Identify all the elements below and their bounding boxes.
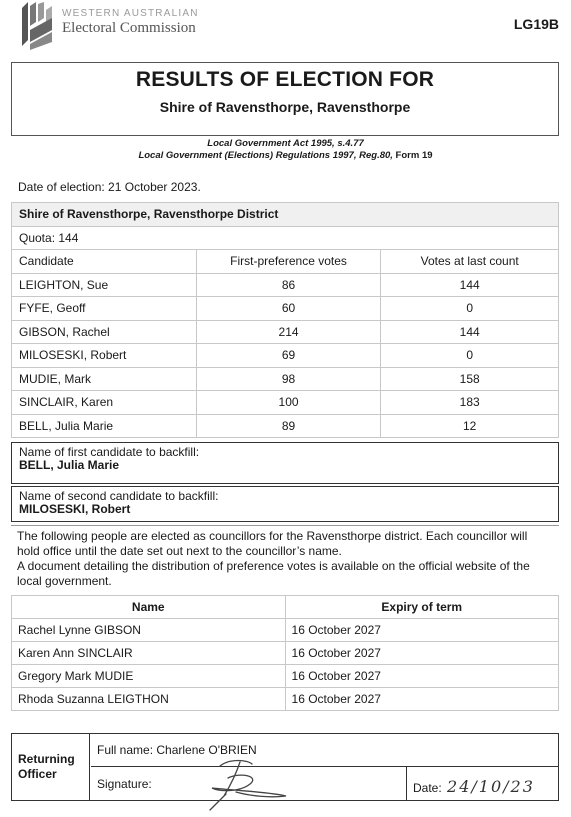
header-last-count: Votes at last count: [381, 250, 559, 274]
last-count-votes: 183: [381, 391, 559, 415]
header-expiry: Expiry of term: [285, 596, 558, 619]
first-preference-votes: 69: [196, 344, 381, 368]
councillor-name: Rhoda Suzanna LEIGTHON: [12, 688, 286, 711]
results-table: [11, 202, 559, 438]
election-date: Date of election: 21 October 2023.: [18, 180, 201, 194]
last-count-votes: 144: [381, 273, 559, 297]
term-expiry: 16 October 2027: [285, 688, 558, 711]
first-preference-votes: 86: [196, 273, 381, 297]
term-expiry: 16 October 2027: [285, 665, 558, 688]
table-row: [12, 297, 559, 321]
table-row: [12, 642, 559, 665]
table-row: [12, 320, 559, 344]
title-box: [11, 62, 559, 136]
date-label: Date:: [413, 781, 442, 795]
councillors-header-row: [12, 596, 559, 619]
signature-mark-icon: [190, 752, 300, 812]
councillors-table: [11, 595, 559, 711]
document-header: [14, 0, 559, 56]
candidate-name: LEIGHTON, Sue: [12, 273, 197, 297]
form-code: LG19B: [513, 16, 559, 32]
term-expiry: 16 October 2027: [285, 642, 558, 665]
elected-statement-p1: The following people are elected as councillors for the Ravensthorpe district. Each councillor will hold office until the date set out next to the councillor’s name.: [17, 529, 528, 558]
candidate-name: MILOSESKI, Robert: [12, 344, 197, 368]
quota: Quota: 144: [12, 226, 559, 250]
first-preference-votes: 100: [196, 391, 381, 415]
table-row: [12, 665, 559, 688]
organisation-name: [62, 8, 199, 37]
last-count-votes: 0: [381, 344, 559, 368]
returning-officer-label: [12, 734, 90, 800]
page-subtitle: Shire of Ravensthorpe, Ravensthorpe: [159, 99, 411, 115]
first-preference-votes: 60: [196, 297, 381, 321]
table-row: [12, 273, 559, 297]
table-row: [12, 619, 559, 642]
elected-statement: [11, 525, 559, 592]
legal-act: Local Government Act 1995, s.4.77: [207, 138, 364, 149]
first-preference-votes: 214: [196, 320, 381, 344]
last-count-votes: 0: [381, 297, 559, 321]
last-count-votes: 144: [381, 320, 559, 344]
returning-officer-name: Full name: Charlene O'BRIEN: [91, 734, 558, 767]
header-name: Name: [12, 596, 286, 619]
councillor-name: Rachel Lynne GIBSON: [12, 619, 286, 642]
candidate-name: MUDIE, Mark: [12, 367, 197, 391]
org-line2: Electoral Commission: [62, 20, 196, 36]
first-backfill-label: Name of first candidate to backfill:: [19, 445, 200, 459]
legal-reference: [0, 138, 571, 162]
ro-label-line2: Officer: [18, 767, 57, 781]
candidate-name: BELL, Julia Marie: [12, 414, 197, 438]
first-preference-votes: 98: [196, 367, 381, 391]
waec-logo-icon: [18, 0, 58, 50]
table-row: [12, 414, 559, 438]
last-count-votes: 158: [381, 367, 559, 391]
signature-label: Signature:: [97, 777, 152, 791]
last-count-votes: 12: [381, 414, 559, 438]
district-row: [12, 203, 559, 227]
results-header-row: [12, 250, 559, 274]
second-backfill-label: Name of second candidate to backfill:: [19, 489, 219, 503]
first-backfill-name: BELL, Julia Marie: [19, 458, 120, 472]
legal-form: Form 19: [392, 150, 433, 161]
legal-regulations: [0, 150, 571, 162]
org-line1: WESTERN AUSTRALIAN: [62, 8, 199, 19]
table-row: [12, 688, 559, 711]
second-backfill-box: [11, 486, 559, 522]
table-row: [12, 344, 559, 368]
first-preference-votes: 89: [196, 414, 381, 438]
second-backfill-name: MILOSESKI, Robert: [19, 502, 131, 516]
councillor-name: Gregory Mark MUDIE: [12, 665, 286, 688]
district-name: Shire of Ravensthorpe, Ravensthorpe District: [12, 203, 559, 227]
legal-regs: Local Government (Elections) Regulations 1997, Reg.80,: [138, 150, 393, 161]
header-candidate: Candidate: [12, 250, 197, 274]
header-first-preference: First-preference votes: [196, 250, 381, 274]
quota-row: [12, 226, 559, 250]
handwritten-date: 24/10/23: [447, 777, 535, 796]
table-row: [12, 367, 559, 391]
ro-label-line1: Returning: [18, 752, 75, 766]
elected-statement-p2: A document detailing the distribution of preference votes is available on the official website of the local government.: [17, 559, 530, 588]
date-field: [407, 767, 558, 800]
table-row: [12, 391, 559, 415]
candidate-name: GIBSON, Rachel: [12, 320, 197, 344]
candidate-name: FYFE, Geoff: [12, 297, 197, 321]
page-title: RESULTS OF ELECTION FOR: [135, 68, 435, 91]
term-expiry: 16 October 2027: [285, 619, 558, 642]
councillor-name: Karen Ann SINCLAIR: [12, 642, 286, 665]
candidate-name: SINCLAIR, Karen: [12, 391, 197, 415]
first-backfill-box: [11, 442, 559, 484]
